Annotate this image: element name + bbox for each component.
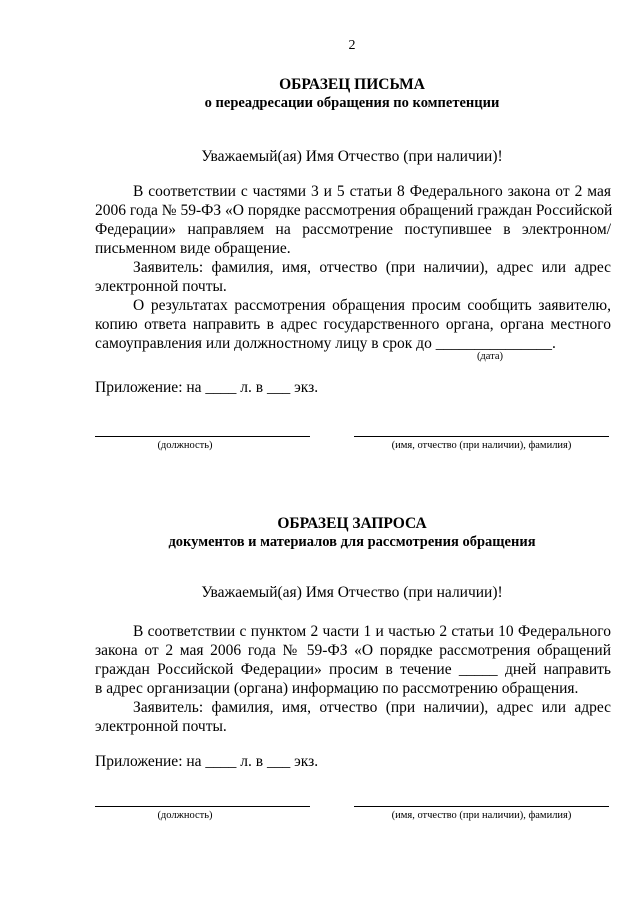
letter-para-line: самоуправления или должностному лицу в срок до _______________. [95, 335, 556, 352]
letter-para-line: В соответствии с частями 3 и 5 статьи 8 Федерального закона от 2 мая [133, 183, 611, 200]
letter-title: ОБРАЗЕЦ ПИСЬМА [279, 76, 425, 93]
request-para-line: электронной почты. [95, 718, 227, 735]
request-para-line: В соответствии с пунктом 2 части 1 и частью 2 статьи 10 Федерального [133, 623, 611, 640]
request-para-line: в адрес организации (органа) информацию по рассмотрению обращения. [95, 680, 579, 697]
letter-para-line: копию ответа направить в адрес государственного органа, органа местного [95, 316, 611, 333]
position-caption: (должность) [157, 810, 213, 821]
signature-line-position [95, 436, 310, 437]
name-caption: (имя, отчество (при наличии), фамилия) [391, 440, 572, 451]
request-greeting: Уважаемый(ая) Имя Отчество (при наличии)! [201, 584, 503, 601]
letter-para-line: письменном виде обращение. [95, 240, 291, 257]
letter-para-line: электронной почты. [95, 278, 227, 295]
letter-subtitle: о переадресации обращения по компетенции [204, 95, 500, 111]
request-subtitle: документов и материалов для рассмотрения обращения [168, 534, 536, 550]
page-number: 2 [348, 38, 356, 53]
letter-greeting: Уважаемый(ая) Имя Отчество (при наличии)! [201, 148, 503, 165]
request-para-line: Заявитель: фамилия, имя, отчество (при наличии), адрес или адрес [133, 699, 611, 716]
request-title: ОБРАЗЕЦ ЗАПРОСА [277, 515, 427, 532]
name-caption: (имя, отчество (при наличии), фамилия) [391, 810, 572, 821]
position-caption: (должность) [157, 440, 213, 451]
signature-line-position [95, 806, 310, 807]
request-attachment: Приложение: на ____ л. в ___ экз. [95, 753, 319, 770]
letter-para-line: Федерации» направляем на рассмотрение поступившее в электронном/ [95, 221, 611, 238]
request-para-line: закона от 2 мая 2006 года № 59-ФЗ «О порядке рассмотрения обращений [95, 642, 611, 659]
signature-line-name [354, 806, 609, 807]
letter-para-line: О результатах рассмотрения обращения просим сообщить заявителю, [133, 297, 611, 314]
signature-line-name [354, 436, 609, 437]
letter-para-line: Заявитель: фамилия, имя, отчество (при наличии), адрес или адрес [133, 259, 611, 276]
letter-attachment: Приложение: на ____ л. в ___ экз. [95, 379, 319, 396]
request-para-line: граждан Российской Федерации» просим в течение _____ дней направить [95, 661, 611, 678]
letter-para-line: 2006 года № 59-ФЗ «О порядке рассмотрения обращений граждан Российской [95, 202, 613, 219]
date-caption: (дата) [476, 351, 504, 362]
